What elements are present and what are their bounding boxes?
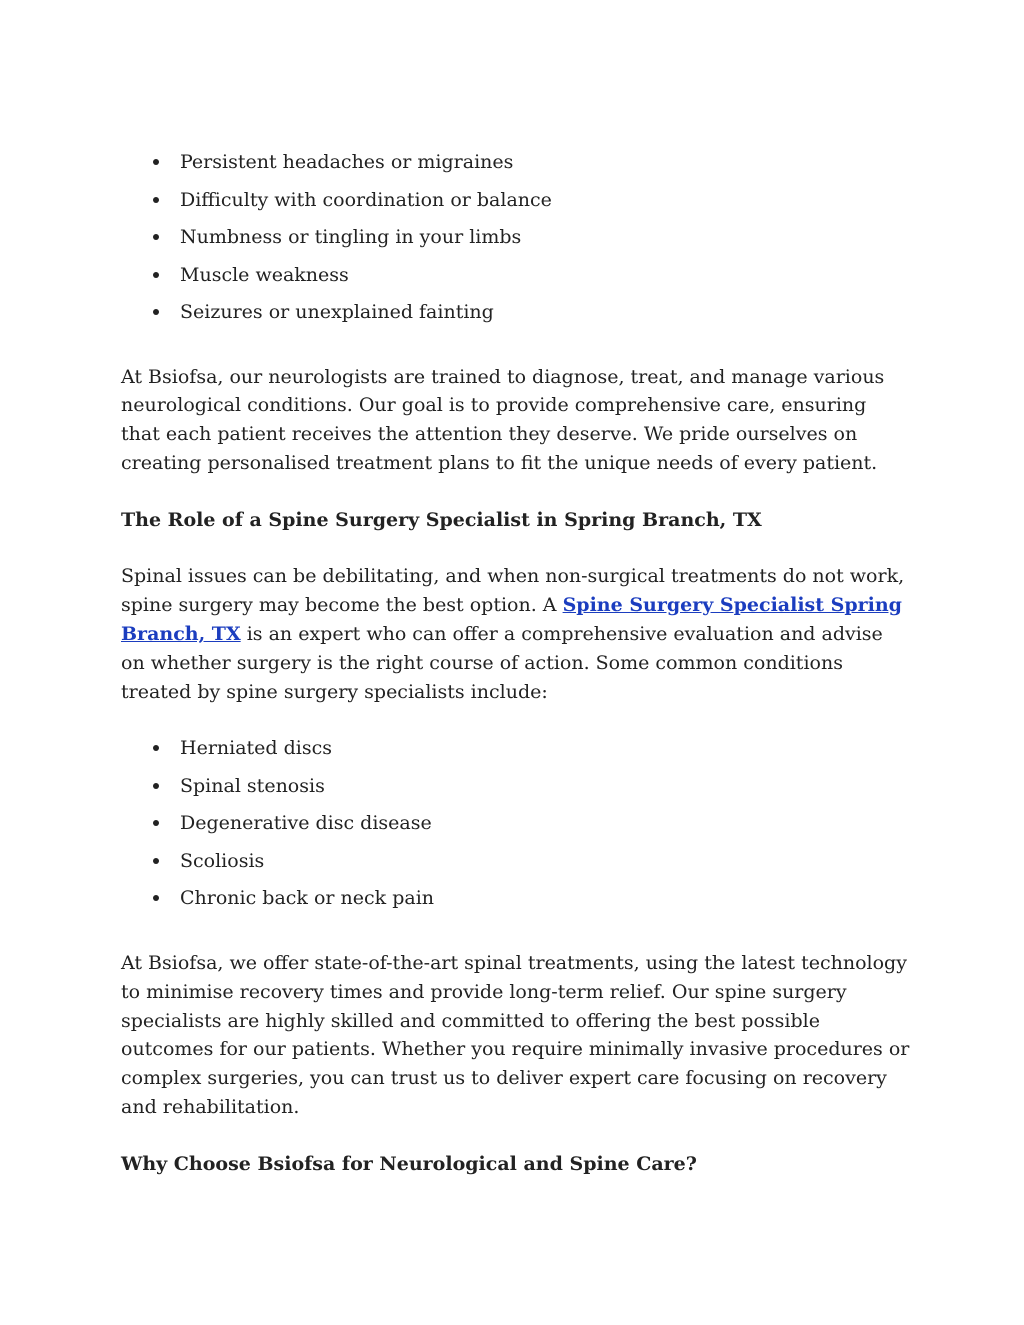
bullet-icon	[153, 272, 159, 278]
list-item	[121, 222, 911, 260]
bullet-icon	[153, 820, 159, 826]
bullet-icon	[153, 309, 159, 315]
list-item	[121, 185, 911, 223]
paragraph-text: is an expert who can offer a comprehensive evaluation and advise on whether surgery is the right course of action. Some common conditions treated by spine surgery specialists include:	[121, 623, 883, 703]
list-item-text: Seizures or unexplained fainting	[180, 301, 494, 323]
bullet-icon	[153, 783, 159, 789]
conditions-list	[121, 733, 911, 921]
list-item	[121, 883, 911, 921]
document-content	[121, 147, 911, 1179]
list-item	[121, 260, 911, 298]
list-item	[121, 808, 911, 846]
why-choose-heading: Why Choose Bsiofsa for Neurological and Spine Care?	[121, 1152, 697, 1175]
bullet-icon	[153, 895, 159, 901]
spine-surgery-specialist-link[interactable]: Spine Surgery Specialist Spring Branch, TX	[121, 594, 902, 646]
list-item-text: Numbness or tingling in your limbs	[180, 226, 522, 248]
list-item-text: Scoliosis	[180, 849, 265, 872]
list-item-text: Chronic back or neck pain	[180, 887, 435, 910]
bullet-icon	[153, 858, 159, 864]
list-item-text: Difficulty with coordination or balance	[180, 188, 552, 211]
list-item-text: Spinal stenosis	[180, 774, 325, 797]
list-item-text: Muscle weakness	[180, 263, 349, 286]
list-item	[121, 771, 911, 809]
list-item	[121, 147, 911, 185]
list-item-text: Herniated discs	[180, 737, 332, 760]
paragraph-text: Spinal issues can be debilitating, and when non-surgical treatments do not work, spine surgery may become the best option. A	[121, 565, 905, 617]
spine-intro-paragraph	[121, 562, 911, 706]
list-item-text: Persistent headaches or migraines	[180, 151, 514, 173]
symptoms-list	[121, 147, 911, 335]
list-item	[121, 733, 911, 771]
spine-specialist-heading: The Role of a Spine Surgery Specialist in Spring Branch, TX	[121, 508, 762, 531]
neurology-paragraph: At Bsiofsa, our neurologists are trained to diagnose, treat, and manage various neurological conditions. Our goal is to provide comprehensive care, ensuring that each patient receives the attention they deserve. We pride ourselves on creating personalised treatment plans to fit the unique needs of every patient.	[121, 365, 885, 474]
bullet-icon	[153, 234, 159, 240]
list-item	[121, 846, 911, 884]
list-item	[121, 297, 911, 335]
list-item-text: Degenerative disc disease	[180, 812, 432, 835]
bullet-icon	[153, 197, 159, 203]
bullet-icon	[153, 159, 159, 165]
bullet-icon	[153, 745, 159, 751]
spine-treatment-paragraph: At Bsiofsa, we offer state-of-the-art spinal treatments, using the latest technology to minimise recovery times and provide long-term relief. Our spine surgery specialists are highly skilled and committed to offering the best possible outcomes for our patients. Whether you require minimally invasive procedures or complex surgeries, you can trust us to deliver expert care focusing on recovery and rehabilitation.	[121, 951, 910, 1118]
